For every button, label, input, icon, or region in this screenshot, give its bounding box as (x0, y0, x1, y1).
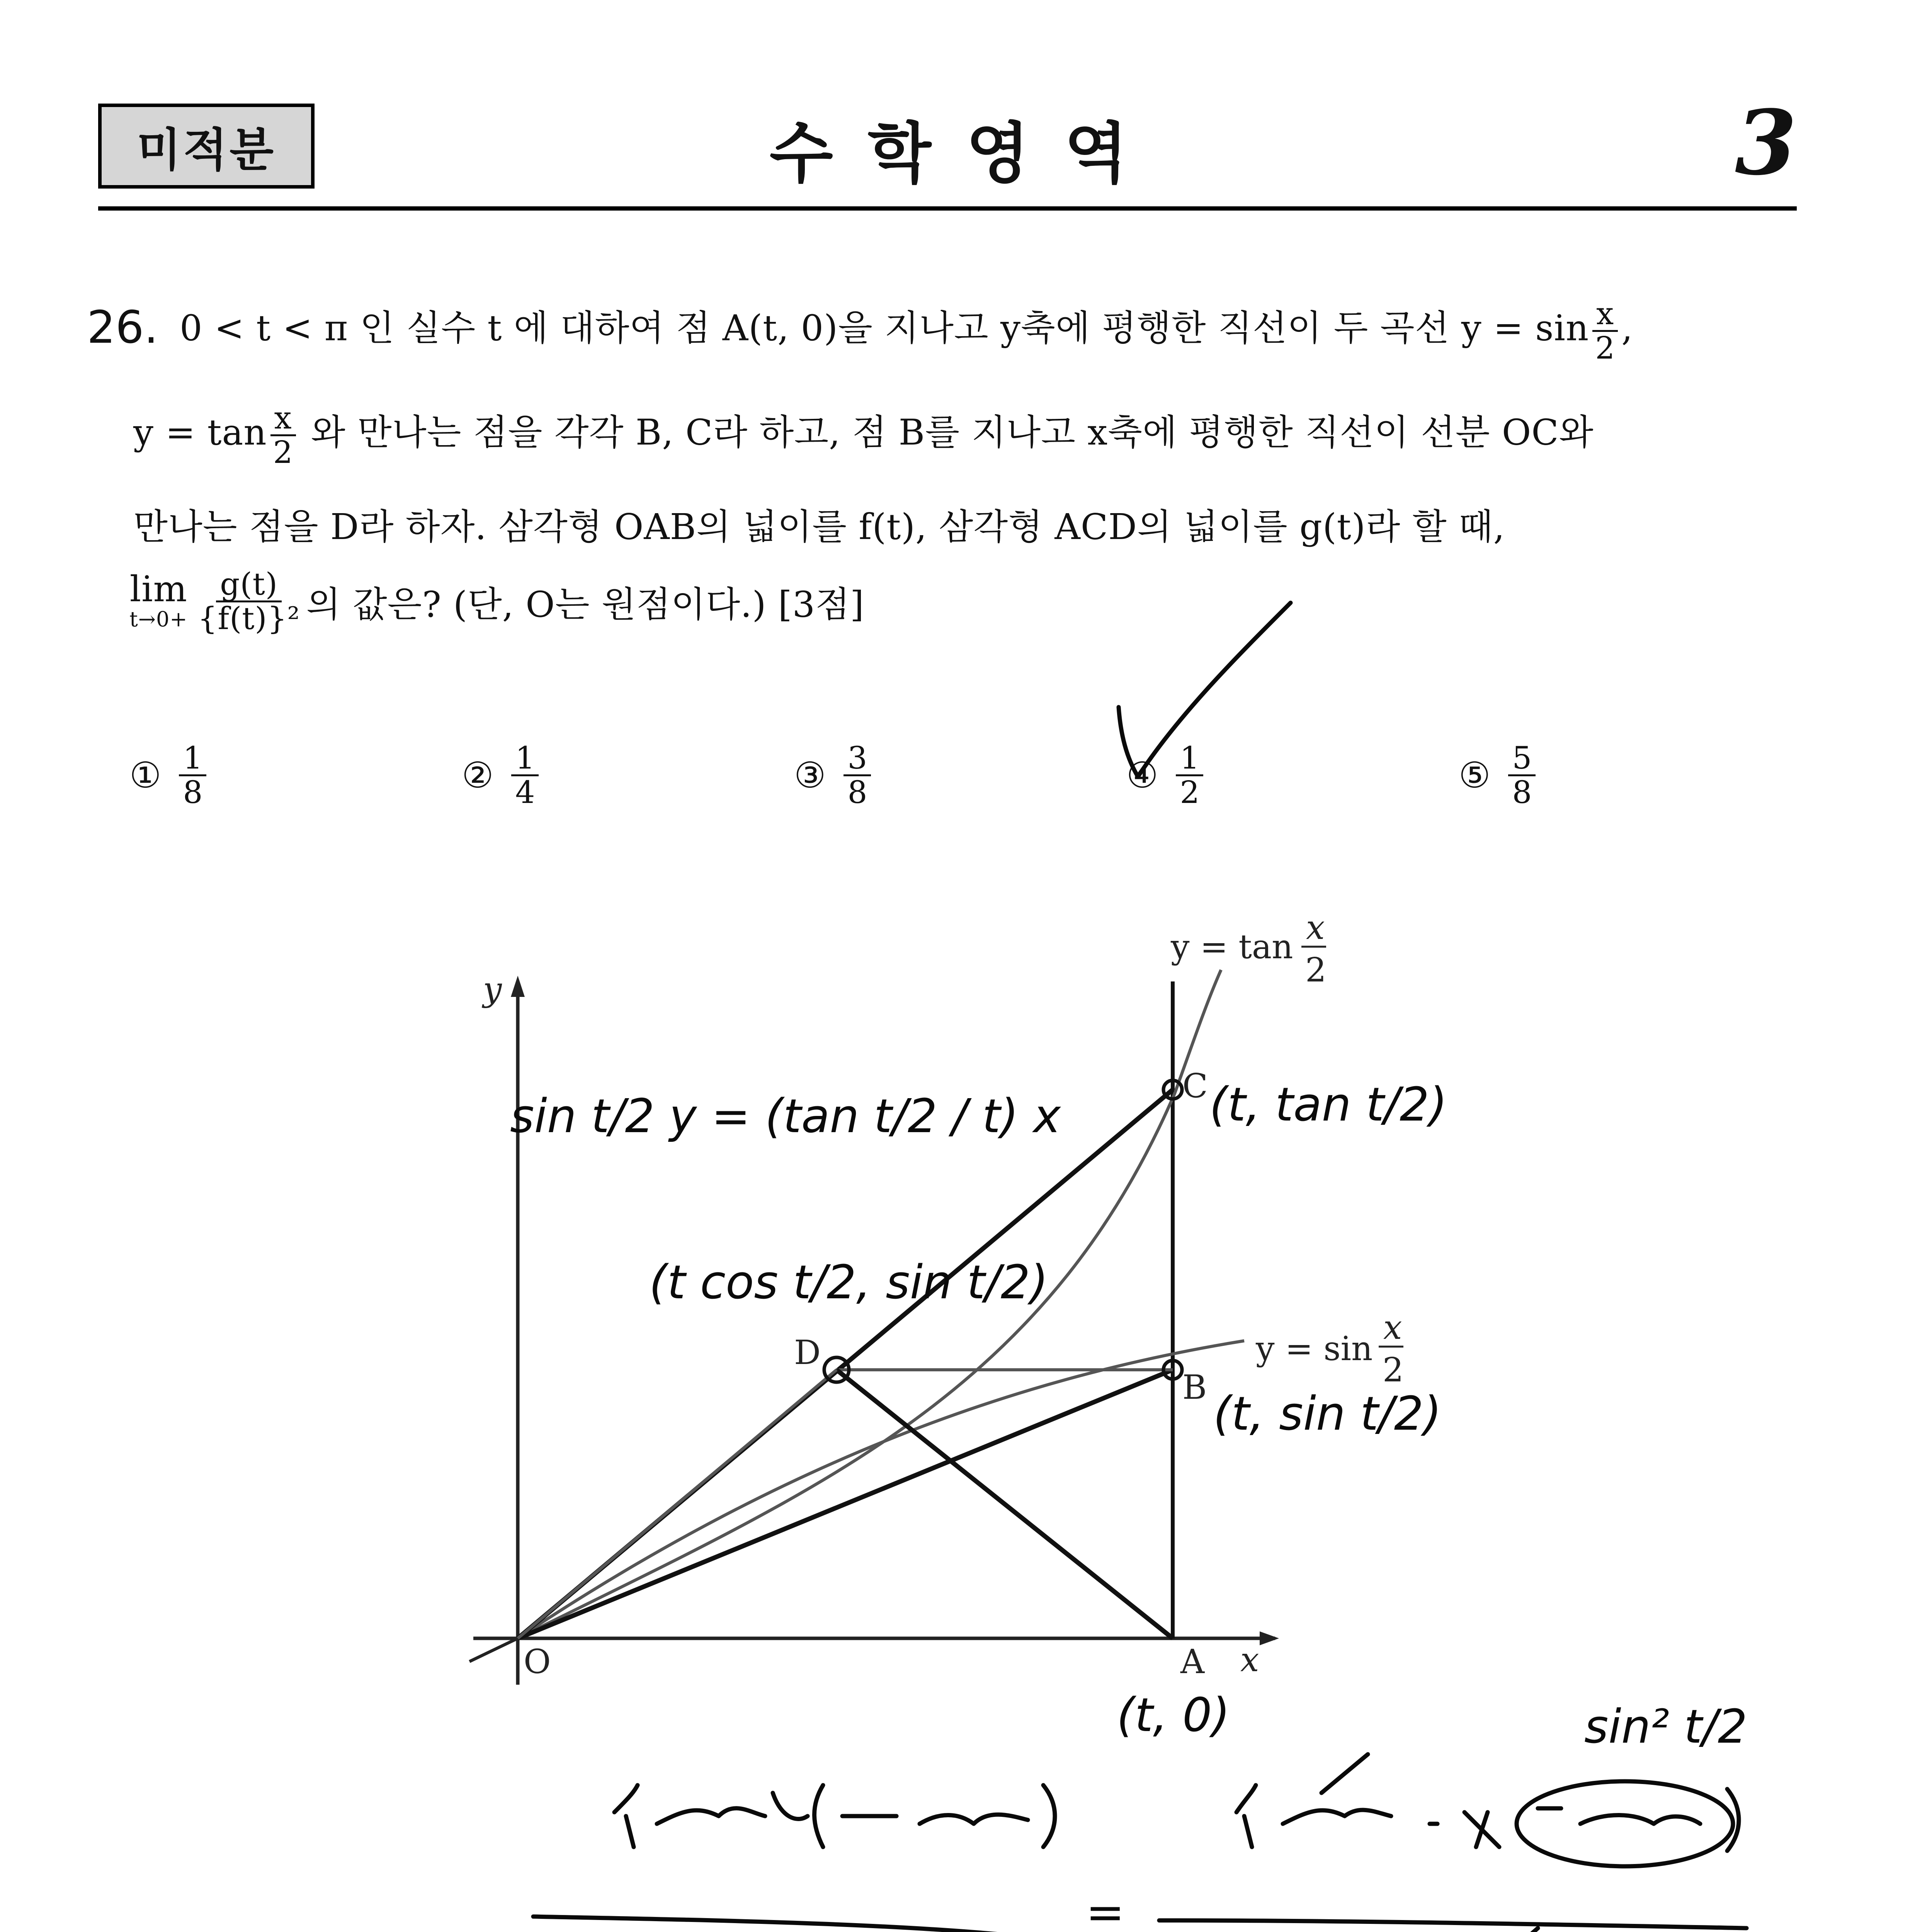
y-axis-arrow-icon (511, 976, 525, 997)
tan-label-denominator: 2 (1305, 951, 1327, 990)
choice-2-mark: ② (462, 755, 494, 796)
fraction-denominator: 2 (1595, 330, 1616, 366)
handwritten-denominator-right (1252, 1928, 1561, 1932)
tan-label-numerator: x (1306, 908, 1325, 947)
sin-curve-label: y = sin (1256, 1330, 1373, 1368)
handwritten-tan-t2 (657, 1793, 808, 1824)
handwritten-d-coord: (t cos t/2, sin t/2) (649, 1256, 1048, 1310)
fraction-numerator: x (270, 402, 296, 436)
fraction-denominator: 8 (1512, 774, 1532, 810)
fraction-numerator: x (1592, 298, 1618, 332)
handwritten-fraction-bar-right (1159, 1920, 1747, 1928)
handwritten-a-coord: (t, 0) (1117, 1689, 1230, 1742)
point-b-label: B (1182, 1368, 1207, 1407)
point-c-label: C (1182, 1067, 1208, 1105)
sin-label-numerator: x (1383, 1308, 1402, 1347)
handwritten-c-coord: (t, tan t/2) (1209, 1078, 1447, 1132)
question-line-2-prefix: y = tan (133, 412, 267, 453)
choice-5-mark: ⑤ (1459, 755, 1491, 796)
question-line-4-text: 의 값은? (단, O는 원점이다.) [3점] (306, 583, 864, 625)
x-axis-arrow-icon (1260, 1631, 1279, 1645)
fraction-numerator: 5 (1508, 742, 1536, 776)
tan-curve-label: y = tan (1171, 928, 1293, 966)
handwritten-slope-note: sin t/2 y = (tan t/2 / t) x (510, 1090, 1061, 1143)
lower-extension-line (469, 1638, 518, 1662)
fraction-denominator: 8 (183, 774, 203, 810)
handwritten-numerator-right (1236, 1754, 1499, 1847)
question-line-2-text: 와 만나는 점을 각각 B, C라 하고, 점 B를 지나고 x축에 평행한 직선이 선분 OC와 (311, 412, 1594, 453)
choice-4-mark: ④ (1126, 755, 1158, 796)
limit-subscript: t→0+ (129, 607, 188, 631)
page-number: 3 (1735, 91, 1797, 195)
point-a-label: A (1180, 1643, 1205, 1681)
origin-label: O (524, 1643, 551, 1681)
fraction-denominator: 2 (273, 434, 293, 470)
segment-da (837, 1370, 1173, 1638)
question-number: 26. (87, 301, 158, 354)
fraction-denominator: 2 (1180, 774, 1200, 810)
segment-od (518, 1370, 837, 1638)
section-label-text: 미적분 (137, 123, 276, 177)
limit-numerator: g(t) (216, 568, 282, 602)
limit-word: lim (129, 568, 187, 610)
handwritten-equals-1: = (1086, 1886, 1125, 1932)
question-line-1: 0 < t < π 인 실수 t 에 대하여 점 A(t, 0)을 지나고 y축에 평행한 직선이 두 곡선 y = sin $\frac{x}{2}$ , (180, 296, 1633, 366)
fraction-denominator: 4 (515, 774, 535, 810)
choice-3-mark: ③ (794, 755, 826, 796)
choice-1-mark: ① (129, 755, 162, 796)
handwritten-paren-term (815, 1785, 1055, 1847)
fraction-numerator: 3 (844, 742, 871, 776)
fraction-numerator: 1 (179, 742, 206, 776)
handwritten-sin-squared-note: sin² t/2 (1584, 1700, 1747, 1754)
question-line-1-text: 0 < t < π 인 실수 t 에 대하여 점 A(t, 0)을 지나고 y축에 평행한 직선이 두 곡선 y = sin (180, 307, 1589, 349)
fraction-denominator: 8 (847, 774, 867, 810)
limit-denominator: {f(t)}² (197, 600, 300, 636)
handwritten-half-1 (614, 1785, 638, 1847)
segment-ob (518, 1370, 1173, 1638)
handwritten-fraction-bar-left (533, 1917, 1051, 1932)
sin-label-denominator: 2 (1383, 1351, 1404, 1389)
point-d-label: D (794, 1333, 821, 1372)
question-line-3: 만나는 점을 D라 하자. 삼각형 OAB의 넓이를 f(t), 삼각형 ACD의 넓이를 g(t)라 할 때, (133, 506, 1505, 548)
handwritten-b-coord: (t, sin t/2) (1213, 1387, 1442, 1441)
fraction-numerator: 1 (1176, 742, 1203, 776)
check-mark-icon (1119, 603, 1291, 777)
y-axis-label: y (483, 970, 502, 1009)
fraction-numerator: 1 (511, 742, 539, 776)
x-axis-label: x (1240, 1641, 1259, 1679)
page-title: 수학영역 (769, 116, 1163, 192)
